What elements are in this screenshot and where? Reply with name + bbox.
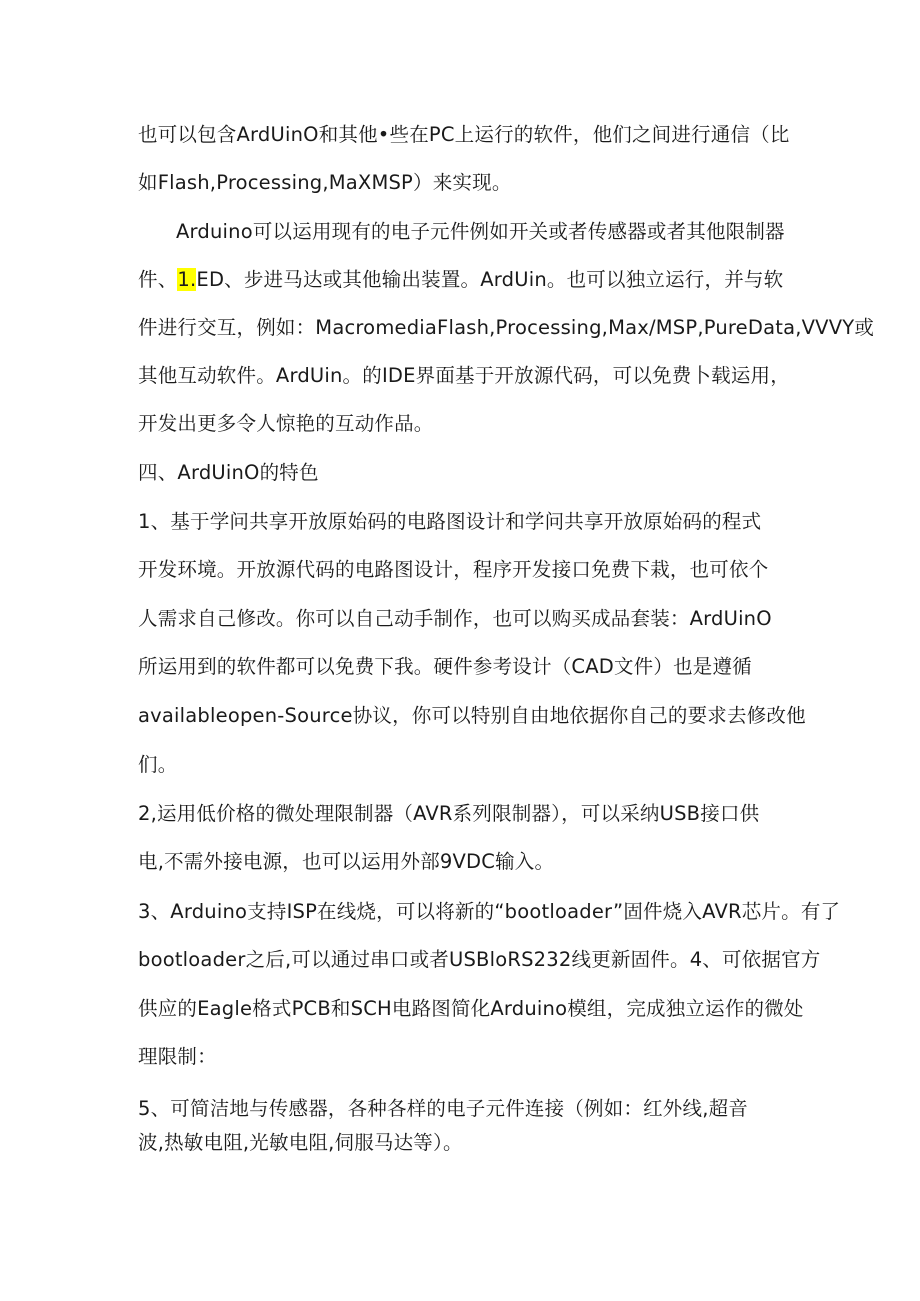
- section-heading: 四、ArdUinO的特色: [138, 461, 319, 484]
- paragraph-first-line: Arduino可以运用现有的电子元件例如开关或者传感器或者其他限制器: [176, 220, 785, 243]
- text-line: [138, 266, 788, 294]
- text-line: 供应的Eagle格式PCB和SCH电路图简化Arduino模组，完成独立运作的微处: [138, 997, 804, 1020]
- text-line: 2,运用低价格的微处理限制器（AVR系列限制器），可以采纳USB接口供: [138, 802, 760, 825]
- text-segment: ED、步进马达或其他输出装置。ArdUin。也可以独立运行，并与软: [196, 268, 784, 291]
- text-line: 们。: [138, 753, 178, 776]
- text-line: 其他互动软件。ArdUin。的IDE界面基于开放源代码，可以免费卜载运用，: [138, 364, 790, 387]
- highlighted-text: 1.: [177, 268, 197, 291]
- text-line: 3、Arduino支持ISP在线烧，可以将新的“bootloader”固件烧入AVR芯片。有了: [138, 900, 841, 923]
- text-line: 开发出更多令人惊艳的互动作品。: [138, 412, 434, 435]
- text-line: 理限制：: [138, 1045, 217, 1068]
- text-line: 电,不需外接电源，也可以运用外部9VDC输入。: [138, 850, 555, 873]
- text-line: 5、可简洁地与传感器，各种各样的电子元件连接（例如：红外线,超音: [138, 1097, 749, 1120]
- text-line: 波,热敏电阻,光敏电阻,伺服马达等）。: [138, 1131, 463, 1154]
- text-line: availableopen-Source协议，你可以特别自由地依据你自己的要求去修改他: [138, 704, 806, 727]
- text-segment: 件、: [138, 268, 178, 291]
- text-line: 所运用到的软件都可以免费下我。硬件参考设计（CAD文件）也是遵循: [138, 655, 752, 678]
- text-line: 如Flash,Processing,MaXMSP）来实现。: [138, 171, 512, 194]
- text-line: 1、基于学问共享开放原始码的电路图设计和学问共享开放原始码的程式: [138, 510, 762, 533]
- text-line: 人需求自己修改。你可以自己动手制作，也可以购买成品套装：ArdUinO: [138, 607, 772, 630]
- text-line: 开发环境。开放源代码的电路图设计，程序开发接口免费下栽，也可依个: [138, 558, 769, 581]
- text-line: 件进行交互，例如：MacromediaFlash,Processing,Max/MSP,PureData,VVVY或: [138, 316, 875, 339]
- text-line: 也可以包含ArdUinO和其他•些在PC上运行的软件，他们之间进行通信（比: [138, 123, 790, 146]
- text-line: bootloader之后,可以通过串口或者USBloRS232线更新固件。4、可依据官方: [138, 948, 821, 971]
